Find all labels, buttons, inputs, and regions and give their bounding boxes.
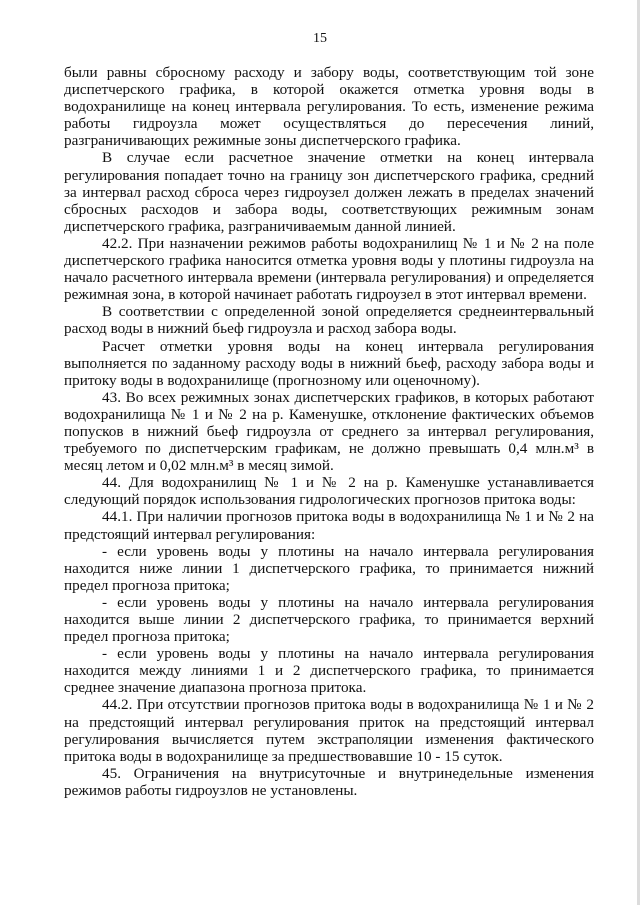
paragraph-42-2: 42.2. При назначении режимов работы водохранилищ № 1 и № 2 на поле диспетчерского графика наносится отметка уровня воды у плотины гидроузла на начало расчетного интервала времени (интервала регулирования) и определяется режимная зона, в которой начинает работать гидроузел в этот интервал времени. [64, 234, 594, 304]
paragraph-zone-discharge: В соответствии с определенной зоной определяется среднеинтервальный расход воды в нижний бьеф гидроузла и расход забора воды. [64, 303, 594, 338]
paragraph-44-2: 44.2. При отсутствии прогнозов притока воды в водохранилища № 1 и № 2 на предстоящий интервал регулирования приток на предстоящий интервал регулирования вычисляется путем экстраполяции изменения фактического притока воды в водохранилище за предшествовавшие 10 - 15 суток. [64, 696, 594, 765]
paragraph-45: 45. Ограничения на внутрисуточные и внутринедельные изменения режимов работы гидроузлов не установлены. [64, 764, 594, 799]
list-item-mean-value: - если уровень воды у плотины на начало интервала регулирования находится между линиями 1 и 2 диспетчерского графика, то принимается среднее значение диапазона прогноза притока. [64, 645, 594, 697]
list-item-lower-limit: - если уровень воды у плотины на начало интервала регулирования находится ниже линии 1 диспетчерского графика, то принимается нижний предел прогноза притока; [64, 542, 594, 594]
paragraph-continuation: были равны сбросному расходу и забору воды, соответствующим той зоне диспетчерского графика, в которой окажется отметка уровня воды в водохранилище на конец интервала регулирования. То есть, изменение режима работы гидроузла может осуществляться до пересечения линий, разграничивающих режимные зоны диспетчерского графика. [64, 64, 594, 150]
paragraph-level-calculation: Расчет отметки уровня воды на конец интервала регулирования выполняется по заданному расходу воды в нижний бьеф, расходу забора воды и притоку воды в водохранилище (прогнозному или оценочному). [64, 337, 594, 389]
paragraph-44: 44. Для водохранилищ № 1 и № 2 на р. Каменушке устанавливается следующий порядок использования гидрологических прогнозов притока воды: [64, 474, 594, 509]
paragraph-boundary-case: В случае если расчетное значение отметки на конец интервала регулирования попадает точно на границу зон диспетчерского графика, средний за интервал расход сброса через гидроузел должен лежать в пределах значений сбросных расходов и забора воды, соответствующих режимным зонам диспетчерского графика, разграничиваемым данной линией. [64, 149, 594, 235]
page-number: 15 [313, 31, 327, 46]
list-item-upper-limit: - если уровень воды у плотины на начало интервала регулирования находится выше линии 2 диспетчерского графика, то принимается верхний предел прогноза притока; [64, 593, 594, 646]
document-body [64, 64, 594, 799]
paragraph-44-1: 44.1. При наличии прогнозов притока воды в водохранилища № 1 и № 2 на предстоящий интервал регулирования: [64, 508, 594, 543]
paragraph-43: 43. Во всех режимных зонах диспетчерских графиков, в которых работают водохранилища № 1 и № 2 на р. Каменушке, отклонение фактических объемов попусков в нижний бьеф гидроузла от среднего за интервал регулирования, требуемого по диспетчерским графикам, не должно превышать 0,4 млн.м³ в месяц летом и 0,02 млн.м³ в месяц зимой. [64, 388, 594, 475]
